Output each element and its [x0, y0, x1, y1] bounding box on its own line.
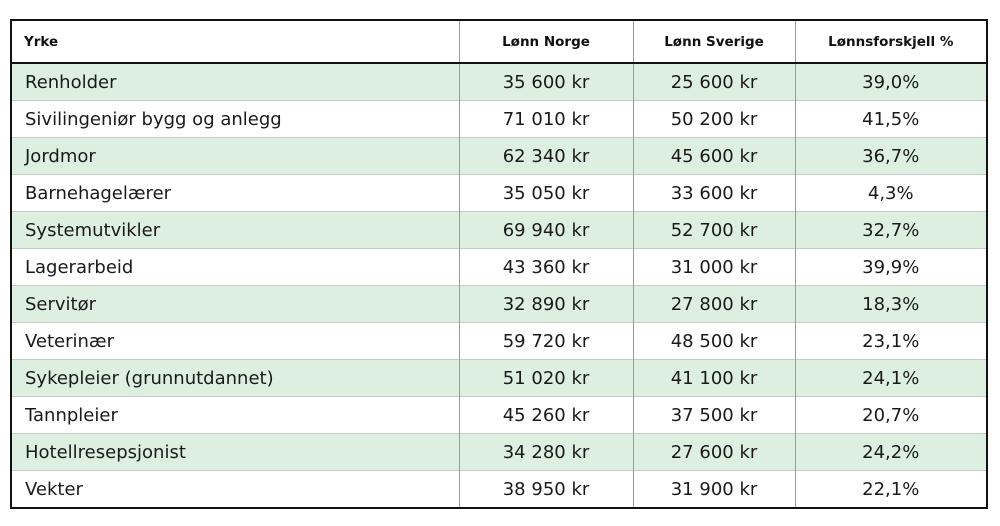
- cell-lonn-norge: 32 890 kr: [459, 286, 633, 323]
- cell-lonn-norge: 35 050 kr: [459, 175, 633, 212]
- cell-lonn-norge: 34 280 kr: [459, 434, 633, 471]
- table-row: [12, 101, 986, 138]
- cell-lonn-norge: 71 010 kr: [459, 101, 633, 138]
- table-row: [12, 471, 986, 508]
- table-body: [12, 63, 986, 507]
- cell-lonnsforskjell: 39,0%: [795, 63, 986, 101]
- cell-lonnsforskjell: 36,7%: [795, 138, 986, 175]
- table-row: [12, 175, 986, 212]
- cell-yrke: Tannpleier: [12, 397, 459, 434]
- cell-lonnsforskjell: 24,1%: [795, 360, 986, 397]
- header-lonn-sverige: Lønn Sverige: [633, 21, 795, 63]
- table-row: [12, 397, 986, 434]
- cell-yrke: Sivilingeniør bygg og anlegg: [12, 101, 459, 138]
- cell-yrke: Jordmor: [12, 138, 459, 175]
- cell-yrke: Veterinær: [12, 323, 459, 360]
- table-row: [12, 249, 986, 286]
- salary-table-frame: [10, 19, 988, 509]
- cell-lonn-sverige: 25 600 kr: [633, 63, 795, 101]
- cell-lonn-sverige: 50 200 kr: [633, 101, 795, 138]
- cell-lonn-sverige: 31 000 kr: [633, 249, 795, 286]
- cell-yrke: Servitør: [12, 286, 459, 323]
- cell-lonnsforskjell: 22,1%: [795, 471, 986, 508]
- cell-lonn-sverige: 48 500 kr: [633, 323, 795, 360]
- cell-lonnsforskjell: 23,1%: [795, 323, 986, 360]
- cell-yrke: Lagerarbeid: [12, 249, 459, 286]
- cell-lonnsforskjell: 39,9%: [795, 249, 986, 286]
- cell-lonnsforskjell: 18,3%: [795, 286, 986, 323]
- cell-lonn-norge: 59 720 kr: [459, 323, 633, 360]
- cell-lonn-sverige: 41 100 kr: [633, 360, 795, 397]
- cell-lonn-sverige: 27 800 kr: [633, 286, 795, 323]
- table-row: [12, 63, 986, 101]
- table-row: [12, 323, 986, 360]
- cell-yrke: Hotellresepsjonist: [12, 434, 459, 471]
- cell-lonnsforskjell: 20,7%: [795, 397, 986, 434]
- cell-lonn-norge: 62 340 kr: [459, 138, 633, 175]
- cell-yrke: Vekter: [12, 471, 459, 508]
- cell-lonnsforskjell: 24,2%: [795, 434, 986, 471]
- table-row: [12, 434, 986, 471]
- cell-lonn-norge: 43 360 kr: [459, 249, 633, 286]
- header-yrke: Yrke: [12, 21, 459, 63]
- table-row: [12, 212, 986, 249]
- cell-lonn-sverige: 45 600 kr: [633, 138, 795, 175]
- header-row: [12, 21, 986, 63]
- header-lonnsforskjell: Lønnsforskjell %: [795, 21, 986, 63]
- table-row: [12, 138, 986, 175]
- cell-lonn-norge: 45 260 kr: [459, 397, 633, 434]
- cell-lonn-norge: 38 950 kr: [459, 471, 633, 508]
- header-lonn-norge: Lønn Norge: [459, 21, 633, 63]
- cell-lonn-norge: 69 940 kr: [459, 212, 633, 249]
- cell-lonnsforskjell: 41,5%: [795, 101, 986, 138]
- cell-yrke: Systemutvikler: [12, 212, 459, 249]
- table-header: [12, 21, 986, 63]
- salary-comparison-table: [12, 21, 986, 507]
- cell-lonn-sverige: 52 700 kr: [633, 212, 795, 249]
- cell-lonn-sverige: 37 500 kr: [633, 397, 795, 434]
- cell-lonn-norge: 51 020 kr: [459, 360, 633, 397]
- cell-lonnsforskjell: 32,7%: [795, 212, 986, 249]
- table-row: [12, 360, 986, 397]
- cell-lonn-sverige: 27 600 kr: [633, 434, 795, 471]
- cell-yrke: Sykepleier (grunnutdannet): [12, 360, 459, 397]
- cell-lonnsforskjell: 4,3%: [795, 175, 986, 212]
- cell-lonn-sverige: 31 900 kr: [633, 471, 795, 508]
- table-row: [12, 286, 986, 323]
- cell-lonn-sverige: 33 600 kr: [633, 175, 795, 212]
- cell-yrke: Renholder: [12, 63, 459, 101]
- cell-lonn-norge: 35 600 kr: [459, 63, 633, 101]
- cell-yrke: Barnehagelærer: [12, 175, 459, 212]
